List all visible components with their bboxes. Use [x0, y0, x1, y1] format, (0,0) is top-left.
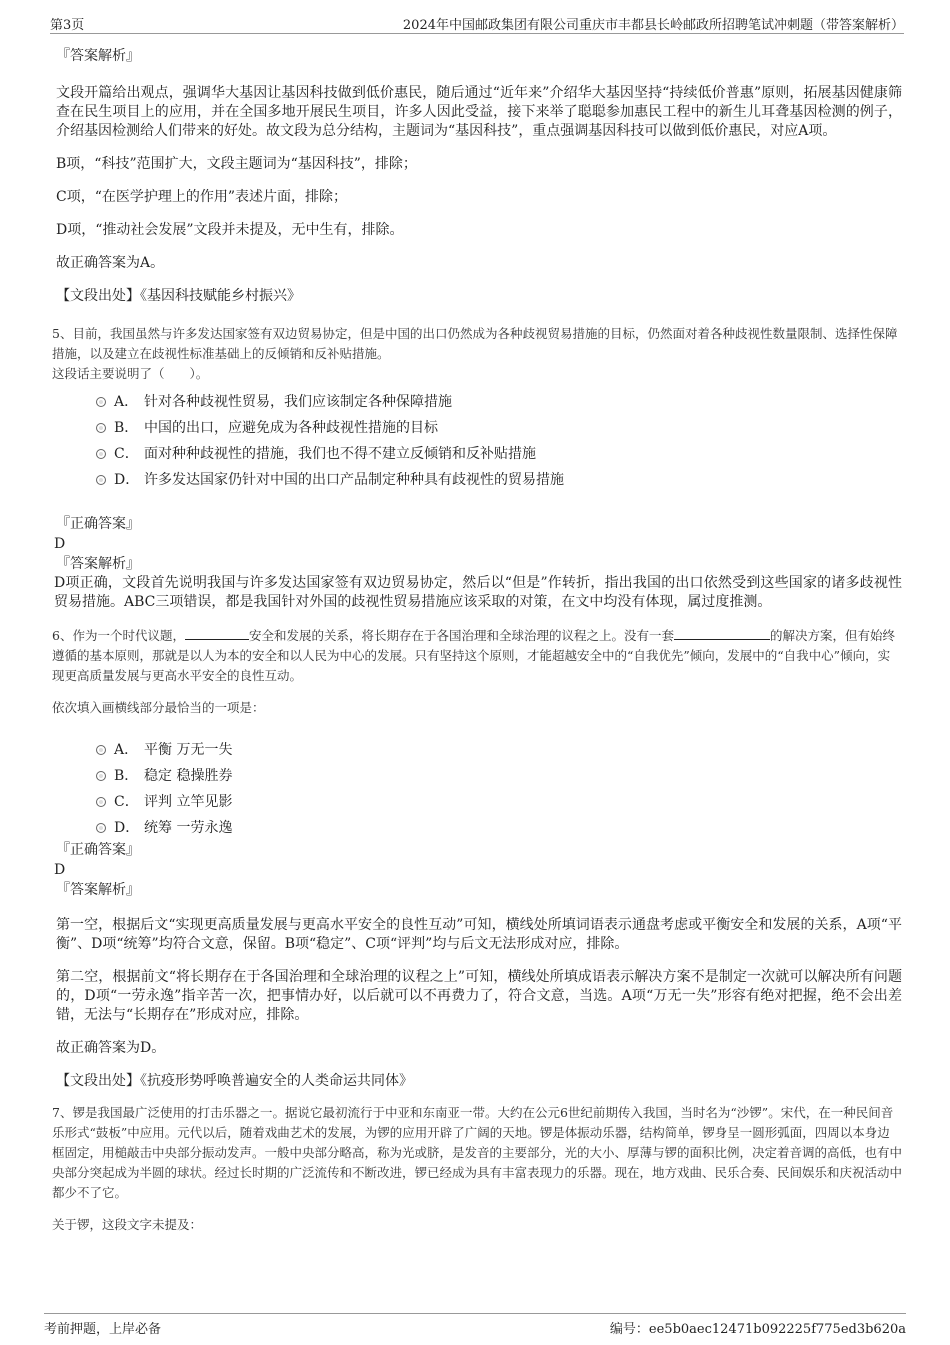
radio-icon[interactable] — [96, 397, 106, 407]
q5-analysis: D项正确，文段首先说明我国与许多发达国家签有双边贸易协定，然后以“但是”作转折，指出我国的出口依然受到这些国家的诸多歧视性贸易措施。ABC三项错误，都是我国针对外国的歧视性贸易措施应该采取的对策，在文中均没有体现，属过度推测。 — [54, 575, 902, 610]
q5-option-d[interactable]: D． 许多发达国家仍针对中国的出口产品制定种种具有歧视性的贸易措施 — [56, 466, 902, 492]
q7-question: 关于锣，这段文字未提及： — [52, 1217, 203, 1232]
q6-analysis-label: 『答案解析』 — [56, 882, 140, 898]
radio-icon[interactable] — [96, 423, 106, 433]
q4-analysis-p1: 文段开篇给出观点，强调华大基因让基因科技做到低价惠民，随后通过“近年来”介绍华大基因坚持“持续低价普惠”原则，拓展基因健康筛查在民生项目上的应用，并在全国多地开展民生项目，许多人因此受益，接下来举了聪聪参加惠民工程中的新生儿耳聋基因检测的例子，介绍基因检测给人们带来的好处。故文段为总分结构，主题词为“基因科技”，重点强调基因科技可以做到低价惠民，对应A项。 — [56, 85, 902, 139]
q4-analysis-label: 『答案解析』 — [56, 48, 140, 64]
q5-option-a[interactable]: A． 针对各种歧视性贸易，我们应该制定各种保障措施 — [56, 388, 902, 414]
q5-options — [56, 388, 902, 492]
document-title: 2024年中国邮政集团有限公司重庆市丰都县长岭邮政所招聘笔试冲刺题（带答案解析） — [402, 18, 904, 33]
q6-answer-label: 『正确答案』 — [56, 842, 140, 858]
q6-blank-2 — [674, 628, 770, 640]
q6-option-a[interactable]: A． 平衡 万无一失 — [56, 736, 902, 762]
q5-stem: 5、目前，我国虽然与许多发达国家签有双边贸易协定，但是中国的出口仍然成为各种歧视贸易措施的目标，仍然面对着各种歧视性数量限制、选择性保障措施，以及建立在歧视性标准基础上的反倾销和反补贴措施。 — [52, 326, 898, 361]
q6-options — [56, 736, 902, 840]
q6-option-c[interactable]: C． 评判 立竿见影 — [56, 788, 902, 814]
radio-icon[interactable] — [96, 745, 106, 755]
q6-option-b[interactable]: B． 稳定 稳操胜券 — [56, 762, 902, 788]
footer-slogan: 考前押题，上岸必备 — [44, 1322, 162, 1337]
q4-analysis-p2: B项，“科技”范围扩大，文段主题词为“基因科技”，排除； — [56, 156, 417, 172]
q5-option-c[interactable]: C． 面对种种歧视性的措施，我们也不得不建立反倾销和反补贴措施 — [56, 440, 902, 466]
footer-serial: 编号：ee5b0aec12471b092225f775ed3b620a — [609, 1322, 906, 1337]
radio-icon[interactable] — [96, 797, 106, 807]
q5-answer: D — [54, 536, 66, 552]
q5-option-b[interactable]: B． 中国的出口，应避免成为各种歧视性措施的目标 — [56, 414, 902, 440]
q6-analysis-p1: 第一空，根据后文“实现更高质量发展与更高水平安全的良性互动”可知，横线处所填词语表示通盘考虑或平衡安全和发展的关系，A项“平衡”、D项“统筹”均符合文意，保留。B项“稳定”、C项“评判”均与后文无法形成对应，排除。 — [56, 917, 902, 952]
q4-analysis-p4: D项，“推动社会发展”文段并未提及，无中生有，排除。 — [56, 222, 404, 238]
q4-conclusion: 故正确答案为A。 — [56, 255, 165, 271]
radio-icon[interactable] — [96, 823, 106, 833]
q6-question: 依次填入画横线部分最恰当的一项是： — [52, 700, 265, 715]
page-footer — [44, 1313, 906, 1339]
q5-answer-label: 『正确答案』 — [56, 516, 140, 532]
radio-icon[interactable] — [96, 449, 106, 459]
q5-question: 这段话主要说明了（ ）。 — [52, 366, 209, 381]
q6-blank-1 — [185, 628, 249, 640]
radio-icon[interactable] — [96, 771, 106, 781]
page-content — [52, 44, 903, 1235]
q6-source: 【文段出处】《抗疫形势呼唤普遍安全的人类命运共同体》 — [56, 1073, 413, 1089]
q5-analysis-label: 『答案解析』 — [56, 556, 140, 572]
page-number: 第3页 — [50, 18, 85, 33]
q6-answer: D — [54, 862, 66, 878]
q7-stem: 7、锣是我国最广泛使用的打击乐器之一。据说它最初流行于中亚和东南亚一带。大约在公元6世纪前期传入我国，当时名为“沙锣”。宋代，在一种民间音乐形式“鼓板”中应用。元代以后，随着戏曲艺术的发展，为锣的应用开辟了广阔的天地。锣是体振动乐器，结构简单，锣身呈一圆形弧面，四周以本身边框固定，用槌敲击中央部分振动发声。一般中央部分略高，称为光或脐，是发音的主要部分，光的大小、厚薄与锣的面积比例，决定着音调的高低，也有中央部分突起成为半圆的球状。经过长时期的广泛流传和不断改进，锣已经成为具有丰富表现力的乐器。现在，地方戏曲、民乐合奏、民间娱乐和庆祝活动中都少不了它。 — [52, 1105, 903, 1200]
q4-analysis-p3: C项，“在医学护理上的作用”表述片面，排除； — [56, 189, 348, 205]
q6-stem: 6、作为一个时代议题， 安全和发展的关系，将长期存在于各国治理和全球治理的议程之上。没有一套 的解决方案，但有始终遵循的基本原则，那就是以人为本的安全和以人民为中心的发展。只有坚持这个原则，才能超越安全中的“自我优先”倾向，发展中的“自我中心”倾向，实现更高质量发展与更高水平安全的良性互动。 — [52, 628, 895, 683]
q6-option-d[interactable]: D． 统筹 一劳永逸 — [56, 814, 902, 840]
page-header — [50, 12, 904, 34]
radio-icon[interactable] — [96, 475, 106, 485]
q6-conclusion: 故正确答案为D。 — [56, 1040, 166, 1056]
q4-source: 【文段出处】《基因科技赋能乡村振兴》 — [56, 288, 301, 304]
q6-analysis-p2: 第二空，根据前文“将长期存在于各国治理和全球治理的议程之上”可知，横线处所填成语表示解决方案不是制定一次就可以解决所有问题的，D项“一劳永逸”指辛苦一次，把事情办好，以后就可以不再费力了，符合文意，当选。A项“万无一失”形容有绝对把握，绝不会出差错，无法与“长期存在”形成对应，排除。 — [56, 969, 902, 1023]
